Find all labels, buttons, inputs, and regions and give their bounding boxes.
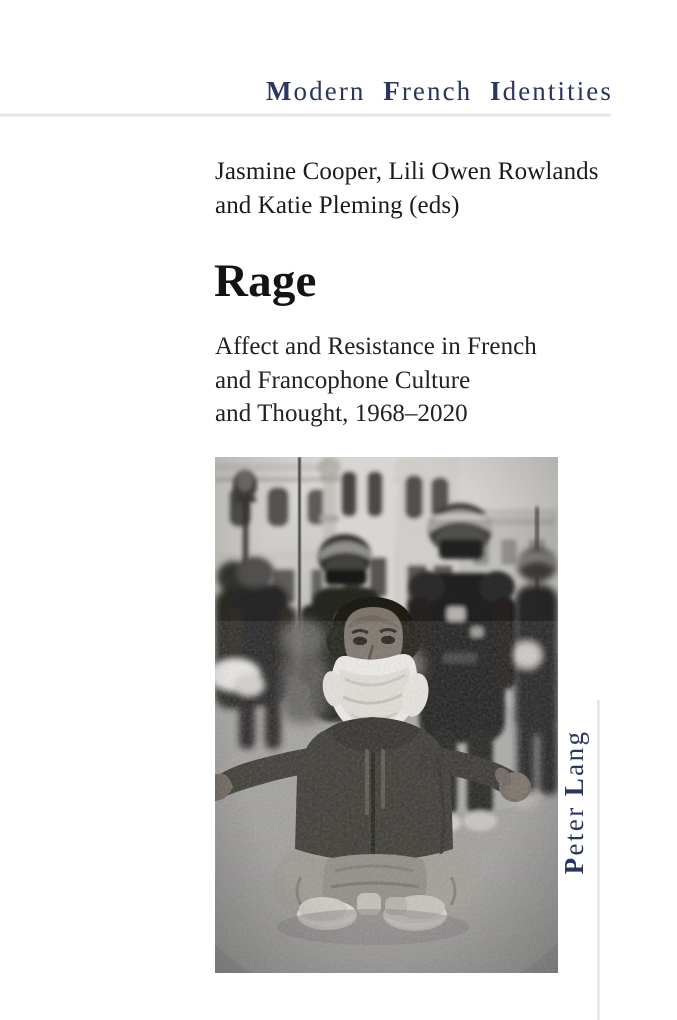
publisher-word-1-rest: eter	[559, 805, 589, 856]
subtitle-line-3: and Thought, 1968–2020	[215, 400, 468, 427]
series-title	[0, 74, 613, 108]
series-word-1-cap: M	[265, 76, 294, 106]
publisher-text	[559, 730, 589, 875]
book-title: Rage	[214, 255, 317, 307]
publisher-word-1-cap: P	[559, 855, 589, 875]
publisher-name	[554, 697, 594, 907]
series-word-2-rest: rench	[401, 76, 473, 106]
series-divider-rule	[0, 113, 611, 117]
subtitle-line-1: Affect and Resistance in French	[215, 333, 537, 360]
subtitle-line-2: and Francophone Culture	[215, 366, 471, 394]
editors-line-1: Jasmine Cooper, Lili Owen Rowlands	[215, 158, 599, 185]
series-word-1-rest: odern	[293, 76, 366, 106]
cover-photograph	[215, 457, 558, 973]
publisher-word-2-rest: ang	[559, 729, 589, 776]
spine-divider-rule	[597, 700, 600, 1020]
editors-names	[215, 155, 615, 223]
series-word-2-cap: F	[383, 76, 402, 106]
series-word-3-rest: dentities	[502, 76, 613, 106]
book-subtitle	[215, 330, 605, 431]
editors-line-2: and Katie Pleming (eds)	[215, 192, 460, 219]
series-word-3-cap: I	[490, 76, 503, 106]
publisher-word-2-cap: L	[559, 775, 589, 797]
